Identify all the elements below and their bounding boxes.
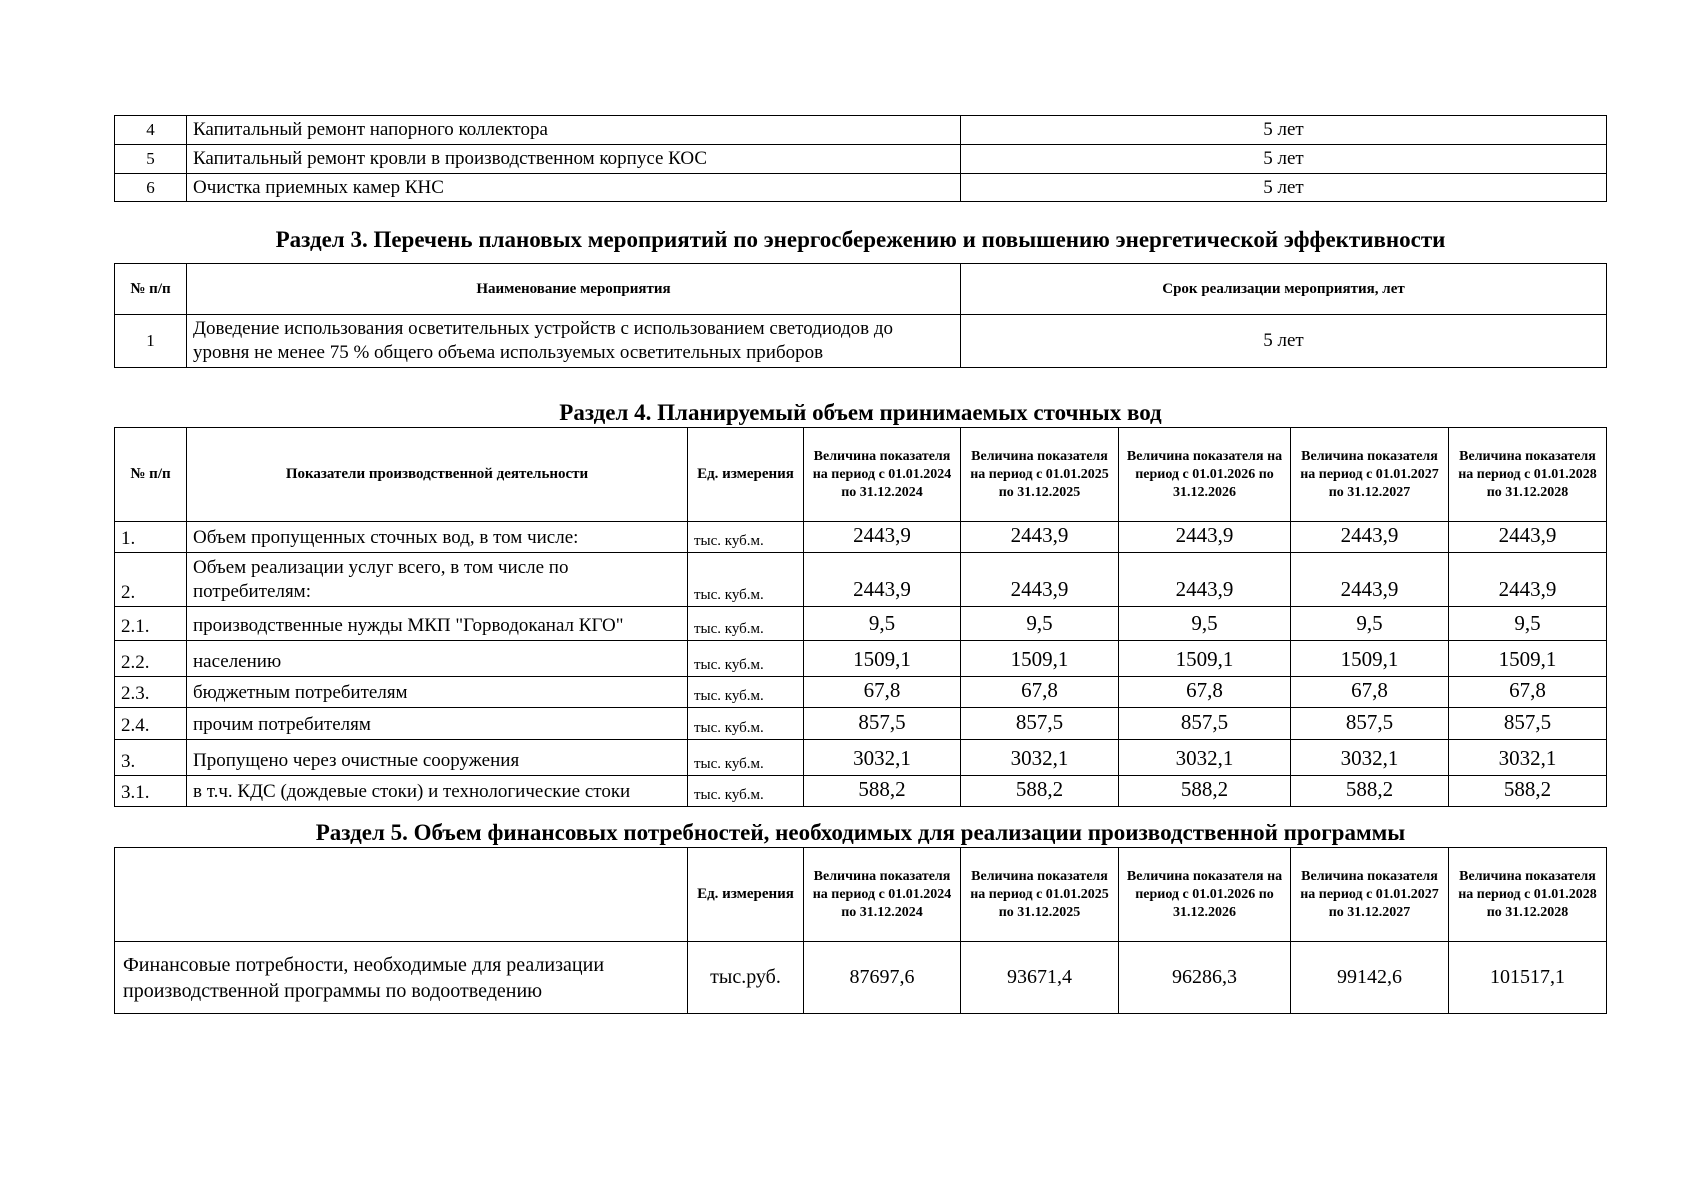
activity-term: 5 лет (961, 315, 1607, 368)
value-cell: 96286,3 (1119, 942, 1291, 1014)
unit-cell: тыс. куб.м. (688, 522, 804, 553)
column-header-period-2025: Величина показателя на период с 01.01.2025 по 31.12.2025 (961, 848, 1119, 942)
value-cell: 2443,9 (961, 553, 1119, 607)
column-header-period-2027: Величина показателя на период с 01.01.2027 по 31.12.2027 (1291, 428, 1449, 522)
column-header-period-2024: Величина показателя на период с 01.01.2024 по 31.12.2024 (804, 848, 961, 942)
value-cell: 67,8 (1119, 677, 1291, 708)
table-row (115, 174, 1607, 202)
value-cell: 2443,9 (1449, 522, 1607, 553)
unit-cell: тыс. куб.м. (688, 776, 804, 807)
column-header-activity: Наименование мероприятия (187, 264, 961, 315)
indicator-name: в т.ч. КДС (дождевые стоки) и технологические стоки (187, 776, 688, 807)
value-cell: 67,8 (1449, 677, 1607, 708)
value-cell: 2443,9 (1119, 522, 1291, 553)
unit-cell: тыс.руб. (688, 942, 804, 1014)
table-row (115, 522, 1607, 553)
indicator-name: прочим потребителям (187, 708, 688, 740)
unit-cell: тыс. куб.м. (688, 740, 804, 776)
value-cell: 857,5 (1291, 708, 1449, 740)
value-cell: 588,2 (961, 776, 1119, 807)
value-cell: 99142,6 (1291, 942, 1449, 1014)
value-cell: 857,5 (804, 708, 961, 740)
value-cell: 9,5 (1119, 607, 1291, 641)
indicator-name: Пропущено через очистные сооружения (187, 740, 688, 776)
indicator-name: бюджетным потребителям (187, 677, 688, 708)
value-cell: 9,5 (1449, 607, 1607, 641)
indicator-name: населению (187, 641, 688, 677)
value-cell: 1509,1 (804, 641, 961, 677)
row-number: 4 (115, 116, 187, 145)
table-header-row (115, 264, 1607, 315)
table-row (115, 942, 1607, 1014)
activity-name: Капитальный ремонт кровли в производственном корпусе КОС (187, 145, 961, 174)
table-row (115, 116, 1607, 145)
column-header-period-2026: Величина показателя на период с 01.01.2026 по 31.12.2026 (1119, 428, 1291, 522)
row-number: 2.1. (115, 607, 187, 641)
column-header-period-2028: Величина показателя на период с 01.01.2028 по 31.12.2028 (1449, 428, 1607, 522)
row-number: 2.3. (115, 677, 187, 708)
activity-term: 5 лет (961, 174, 1607, 202)
financial-needs-name: Финансовые потребности, необходимые для реализации производственной программы по водоотведению (115, 942, 688, 1014)
activity-name: Доведение использования осветительных устройств с использованием светодиодов до уровня не менее 75 % общего объема используемых осветительных приборов (187, 315, 961, 368)
value-cell: 67,8 (1291, 677, 1449, 708)
value-cell: 588,2 (804, 776, 961, 807)
section-5-table (114, 847, 1607, 1014)
value-cell: 1509,1 (1119, 641, 1291, 677)
column-header-number: № п/п (115, 428, 187, 522)
table-row (115, 607, 1607, 641)
column-header-unit: Ед. измерения (688, 848, 804, 942)
continuation-table (114, 115, 1607, 202)
column-header-number: № п/п (115, 264, 187, 315)
table-row (115, 315, 1607, 368)
value-cell: 2443,9 (1119, 553, 1291, 607)
indicator-name: производственные нужды МКП "Горводоканал КГО" (187, 607, 688, 641)
value-cell: 3032,1 (804, 740, 961, 776)
column-header-period-2025: Величина показателя на период с 01.01.2025 по 31.12.2025 (961, 428, 1119, 522)
value-cell: 3032,1 (1119, 740, 1291, 776)
value-cell: 67,8 (961, 677, 1119, 708)
value-cell: 3032,1 (1291, 740, 1449, 776)
value-cell: 87697,6 (804, 942, 961, 1014)
row-number: 2.4. (115, 708, 187, 740)
table-row (115, 708, 1607, 740)
value-cell: 588,2 (1291, 776, 1449, 807)
value-cell: 3032,1 (1449, 740, 1607, 776)
section-4-table (114, 427, 1607, 807)
value-cell: 2443,9 (804, 522, 961, 553)
table-row (115, 641, 1607, 677)
row-number: 3. (115, 740, 187, 776)
table-row (115, 145, 1607, 174)
column-header-period-2026: Величина показателя на период с 01.01.2026 по 31.12.2026 (1119, 848, 1291, 942)
row-number: 2.2. (115, 641, 187, 677)
unit-cell: тыс. куб.м. (688, 553, 804, 607)
row-number: 3.1. (115, 776, 187, 807)
table-header-row (115, 428, 1607, 522)
value-cell: 588,2 (1449, 776, 1607, 807)
value-cell: 857,5 (961, 708, 1119, 740)
table-row (115, 740, 1607, 776)
unit-cell: тыс. куб.м. (688, 677, 804, 708)
row-number: 1 (115, 315, 187, 368)
value-cell: 93671,4 (961, 942, 1119, 1014)
column-header-period-2028: Величина показателя на период с 01.01.2028 по 31.12.2028 (1449, 848, 1607, 942)
value-cell: 2443,9 (1291, 522, 1449, 553)
table-row (115, 677, 1607, 708)
table-header-row (115, 848, 1607, 942)
row-number: 6 (115, 174, 187, 202)
column-header-period-2024: Величина показателя на период с 01.01.2024 по 31.12.2024 (804, 428, 961, 522)
value-cell: 1509,1 (961, 641, 1119, 677)
value-cell: 2443,9 (961, 522, 1119, 553)
column-header-blank (115, 848, 688, 942)
value-cell: 3032,1 (961, 740, 1119, 776)
unit-cell: тыс. куб.м. (688, 607, 804, 641)
row-number: 5 (115, 145, 187, 174)
value-cell: 2443,9 (1449, 553, 1607, 607)
column-header-period-2027: Величина показателя на период с 01.01.2027 по 31.12.2027 (1291, 848, 1449, 942)
table-row (115, 776, 1607, 807)
value-cell: 588,2 (1119, 776, 1291, 807)
activity-name: Очистка приемных камер КНС (187, 174, 961, 202)
value-cell: 857,5 (1449, 708, 1607, 740)
value-cell: 101517,1 (1449, 942, 1607, 1014)
section-3-table (114, 263, 1607, 368)
unit-cell: тыс. куб.м. (688, 708, 804, 740)
section-3-title: Раздел 3. Перечень плановых мероприятий по энергосбережению и повышению энергетической эффективности (275, 227, 1446, 252)
value-cell: 9,5 (961, 607, 1119, 641)
value-cell: 857,5 (1119, 708, 1291, 740)
section-4-title: Раздел 4. Планируемый объем принимаемых сточных вод (559, 400, 1162, 425)
table-row (115, 553, 1607, 607)
value-cell: 67,8 (804, 677, 961, 708)
value-cell: 1509,1 (1449, 641, 1607, 677)
value-cell: 9,5 (804, 607, 961, 641)
column-header-unit: Ед. измерения (688, 428, 804, 522)
activity-term: 5 лет (961, 116, 1607, 145)
row-number: 1. (115, 522, 187, 553)
activity-term: 5 лет (961, 145, 1607, 174)
indicator-name: Объем реализации услуг всего, в том числе по потребителям: (187, 553, 688, 607)
value-cell: 1509,1 (1291, 641, 1449, 677)
column-header-indicator: Показатели производственной деятельности (187, 428, 688, 522)
section-5-title: Раздел 5. Объем финансовых потребностей, необходимых для реализации производственной программы (315, 820, 1406, 845)
value-cell: 9,5 (1291, 607, 1449, 641)
value-cell: 2443,9 (1291, 553, 1449, 607)
unit-cell: тыс. куб.м. (688, 641, 804, 677)
indicator-name: Объем пропущенных сточных вод, в том числе: (187, 522, 688, 553)
activity-name: Капитальный ремонт напорного коллектора (187, 116, 961, 145)
column-header-term: Срок реализации мероприятия, лет (961, 264, 1607, 315)
value-cell: 2443,9 (804, 553, 961, 607)
row-number: 2. (115, 553, 187, 607)
